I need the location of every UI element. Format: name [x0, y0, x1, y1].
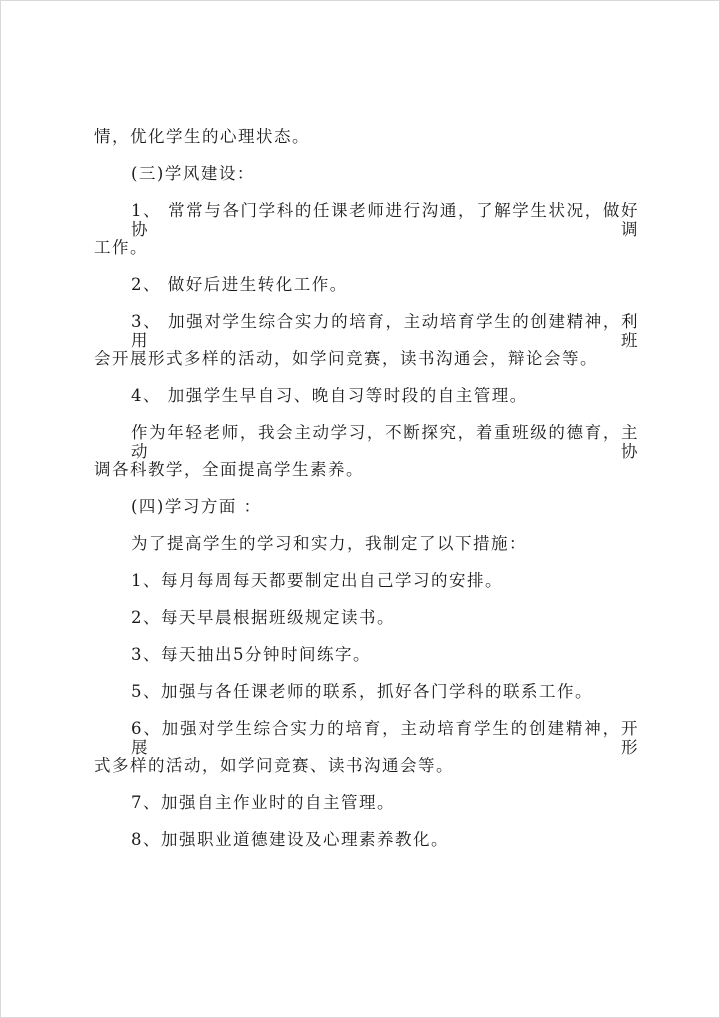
list-item: 3、每天抽出5分钟时间练字。 — [131, 645, 371, 664]
list-item: 2、每天早晨根据班级规定读书。 — [131, 608, 395, 627]
section-heading-study-style: (三)学风建设： — [131, 164, 255, 183]
paragraph-line: 作为年轻老师，我会主动学习，不断探究，着重班级的德育，主动协 — [131, 423, 639, 461]
paragraph-line: 1、 常常与各门学科的任课老师进行沟通，了解学生状况，做好协调 — [131, 201, 639, 239]
section-heading-learning: (四)学习方面 ： — [131, 497, 262, 516]
list-item: 8、加强职业道德建设及心理素养教化。 — [131, 830, 449, 849]
paragraph-line: 会开展形式多样的活动，如学问竞赛，读书沟通会，辩论会等。 — [94, 349, 598, 368]
list-item: 7、加强自主作业时的自主管理。 — [131, 793, 395, 812]
list-item: 6、加强对学生综合实力的培育，主动培育学生的创建精神，开展形 — [131, 719, 639, 757]
paragraph-line: 式多样的活动，如学问竞赛、读书沟通会等。 — [94, 756, 454, 775]
paragraph-line: 调各科教学，全面提高学生素养。 — [94, 460, 364, 479]
paragraph-line: 4、 加强学生早自习、晚自习等时段的自主管理。 — [131, 386, 528, 405]
paragraph-line: 情，优化学生的心理状态。 — [94, 127, 310, 146]
paragraph-line: 3、 加强对学生综合实力的培育，主动培育学生的创建精神，利用班 — [131, 312, 639, 350]
paragraph-line: 工作。 — [94, 238, 148, 257]
paragraph-line: 2、 做好后进生转化工作。 — [131, 275, 348, 294]
list-item: 5、加强与各任课老师的联系，抓好各门学科的联系工作。 — [131, 682, 593, 701]
paragraph-line: 为了提高学生的学习和实力，我制定了以下措施： — [131, 534, 527, 553]
list-item: 1、每月每周每天都要制定出自己学习的安排。 — [131, 571, 503, 590]
document-body — [94, 127, 639, 867]
